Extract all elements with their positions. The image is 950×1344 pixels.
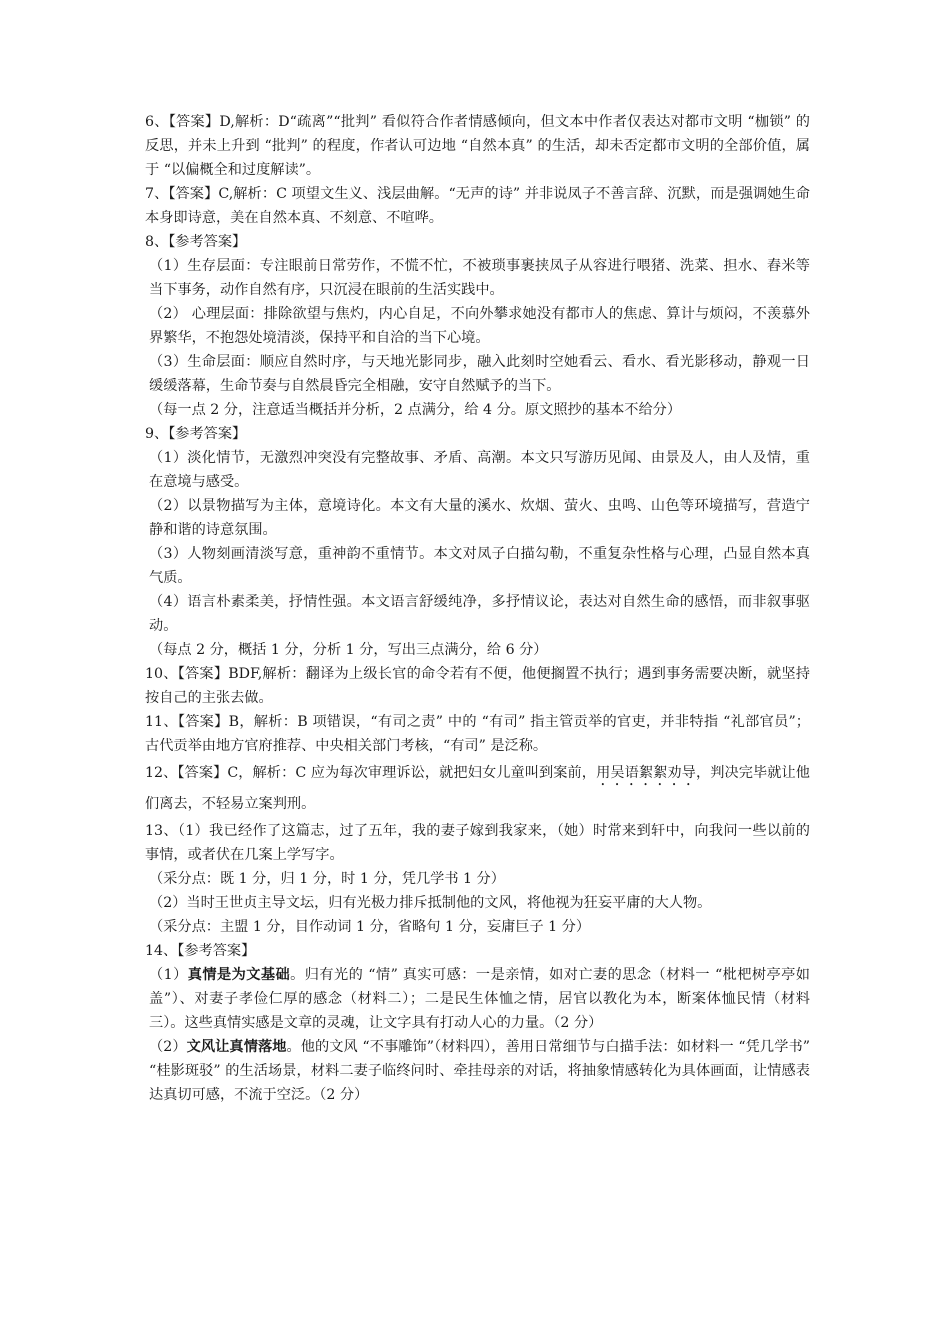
answer-9-item: （2）以景物描写为主体，意境诗化。本文有大量的溪水、炊烟、萤火、虫鸣、山色等环境描写，营造宁静和谐的诗意氛围。	[149, 498, 810, 538]
answer-14-item-2-number: （2）	[149, 1039, 187, 1055]
answer-14-item-2-keypoint: 文风让真情落地	[186, 1039, 287, 1055]
answer-9-item: （1）淡化情节，无激烈冲突没有完整故事、矛盾、高潮。本文只写游历见闻、由景及人，由人及情，重在意境与感受。	[149, 450, 810, 490]
answer-12-text-before: 12、【答案】C，解析：C 应为每次审理诉讼，就把妇女儿童叫到案前，	[145, 765, 597, 781]
answer-8-item: （3）生命层面：顺应自然时序，与天地光影同步，融入此刻时空她看云、看水、看光影移动，静观一日缓缓落幕，生命节奏与自然晨昏完全相融，安守自然赋予的当下。	[149, 354, 810, 394]
answer-9-heading: 9、【参考答案】	[145, 426, 247, 442]
answer-13-part-1-scoring: （采分点：既 1 分，归 1 分，时 1 分，凭几学书 1 分）	[149, 871, 505, 887]
answer-14-item-2-text: 。他的文风 “不事雕饰”（材料四），善用日常细节与白描手法：如材料一 “凭几学书” “桂影斑驳” 的生活场景，材料二妻子临终问时、牵挂母亲的对话，将抽象情感转化为具体画面，让情感表达真切可感，不流于空泛。（2 分）	[149, 1039, 810, 1103]
answer-8-item: （2） 心理层面：排除欲望与焦灼，内心自足，不向外攀求她没有都市人的焦虑、算计与烦闷，不羡慕外界繁华，不抱怨处境清淡，保持平和自洽的当下心境。	[149, 306, 810, 346]
answer-11: 11、【答案】B，解析：B 项错误，“有司之责” 中的 “有司” 指主管贡举的官吏，并非特指 “礼部官员”；古代贡举由地方官府推荐、中央相关部门考核，“有司” 是泛称。	[145, 714, 810, 754]
answer-14-item-1	[145, 963, 810, 1035]
answer-13-part-1: 13、（1）我已经作了这篇志，过了五年，我的妻子嫁到我家来，（她）时常来到轩中，向我问一些以前的事情，或者伏在几案上学写字。	[145, 823, 810, 863]
answer-8-scoring: （每一点 2 分，注意适当概括并分析，2 点满分，给 4 分。原文照抄的基本不给分）	[149, 402, 682, 418]
answer-13-part-2: （2）当时王世贞主导文坛，归有光极力排斥抵制他的文风，将他视为狂妄平庸的大人物。	[149, 895, 712, 911]
answer-9-item: （3）人物刻画清淡写意，重神韵不重情节。本文对凤子白描勾勒，不重复杂性格与心理，凸显自然本真气质。	[149, 546, 810, 586]
answer-12	[145, 758, 810, 819]
answer-10: 10、【答案】BDF,解析：翻译为上级长官的命令若有不便，他便搁置不执行；遇到事务需要决断，就坚持按自己的主张去做。	[145, 666, 810, 706]
answer-document	[145, 110, 810, 1107]
answer-14-item-1-number: （1）	[149, 967, 188, 983]
answer-14-item-1-text: 。归有光的 “情” 真实可感：一是亲情，如对亡妻的思念（材料一 “枇杷树亭亭如盖”）、对妻子孝俭仁厚的感念（材料二）；二是民生体恤之情，居官以教化为本，断案体恤民情（材料三）。这些真情实感是文章的灵魂，让文字具有打动人心的力量。（2 分）	[149, 967, 810, 1031]
answer-8-heading: 8、【参考答案】	[145, 234, 247, 250]
answer-9-item: （4）语言朴素柔美，抒情性强。本文语言舒缓纯净，多抒情议论，表达对自然生命的感悟，而非叙事驱动。	[149, 594, 810, 634]
answer-12-emphasis-dotted: 用吴语絮絮劝导	[596, 765, 696, 781]
answer-13-part-2-scoring: （采分点：主盟 1 分，目作动词 1 分，省略句 1 分，妄庸巨子 1 分）	[149, 919, 591, 935]
answer-9-scoring: （每点 2 分，概括 1 分，分析 1 分，写出三点满分，给 6 分）	[149, 642, 548, 658]
answer-8-item: （1）生存层面：专注眼前日常劳作，不慌不忙，不被琐事裹挟凤子从容进行喂猪、洗菜、担水、舂米等当下事务，动作自然有序，只沉浸在眼前的生活实践中。	[149, 258, 810, 298]
answer-6: 6、【答案】D,解析：D“疏离”“批判” 看似符合作者情感倾向，但文本中作者仅表达对都市文明 “枷锁” 的反思，并未上升到 “批判” 的程度，作者认可边地 “自然本真” 的生活，却未否定都市文明的全部价值，属于 “以偏概全和过度解读”。	[145, 114, 810, 178]
answer-14-item-2	[145, 1035, 810, 1107]
answer-14-heading: 14、【参考答案】	[145, 943, 256, 959]
answer-12-text-after: ，判决完毕就让他们离去，不轻易立案判刑。	[145, 765, 810, 812]
answer-14-item-1-keypoint: 真情是为文基础	[187, 967, 291, 983]
answer-7: 7、【答案】C,解析：C 项望文生义、浅层曲解。“无声的诗” 并非说凤子不善言辞、沉默，而是强调她生命本身即诗意，美在自然本真、不刻意、不喧哗。	[145, 186, 810, 226]
